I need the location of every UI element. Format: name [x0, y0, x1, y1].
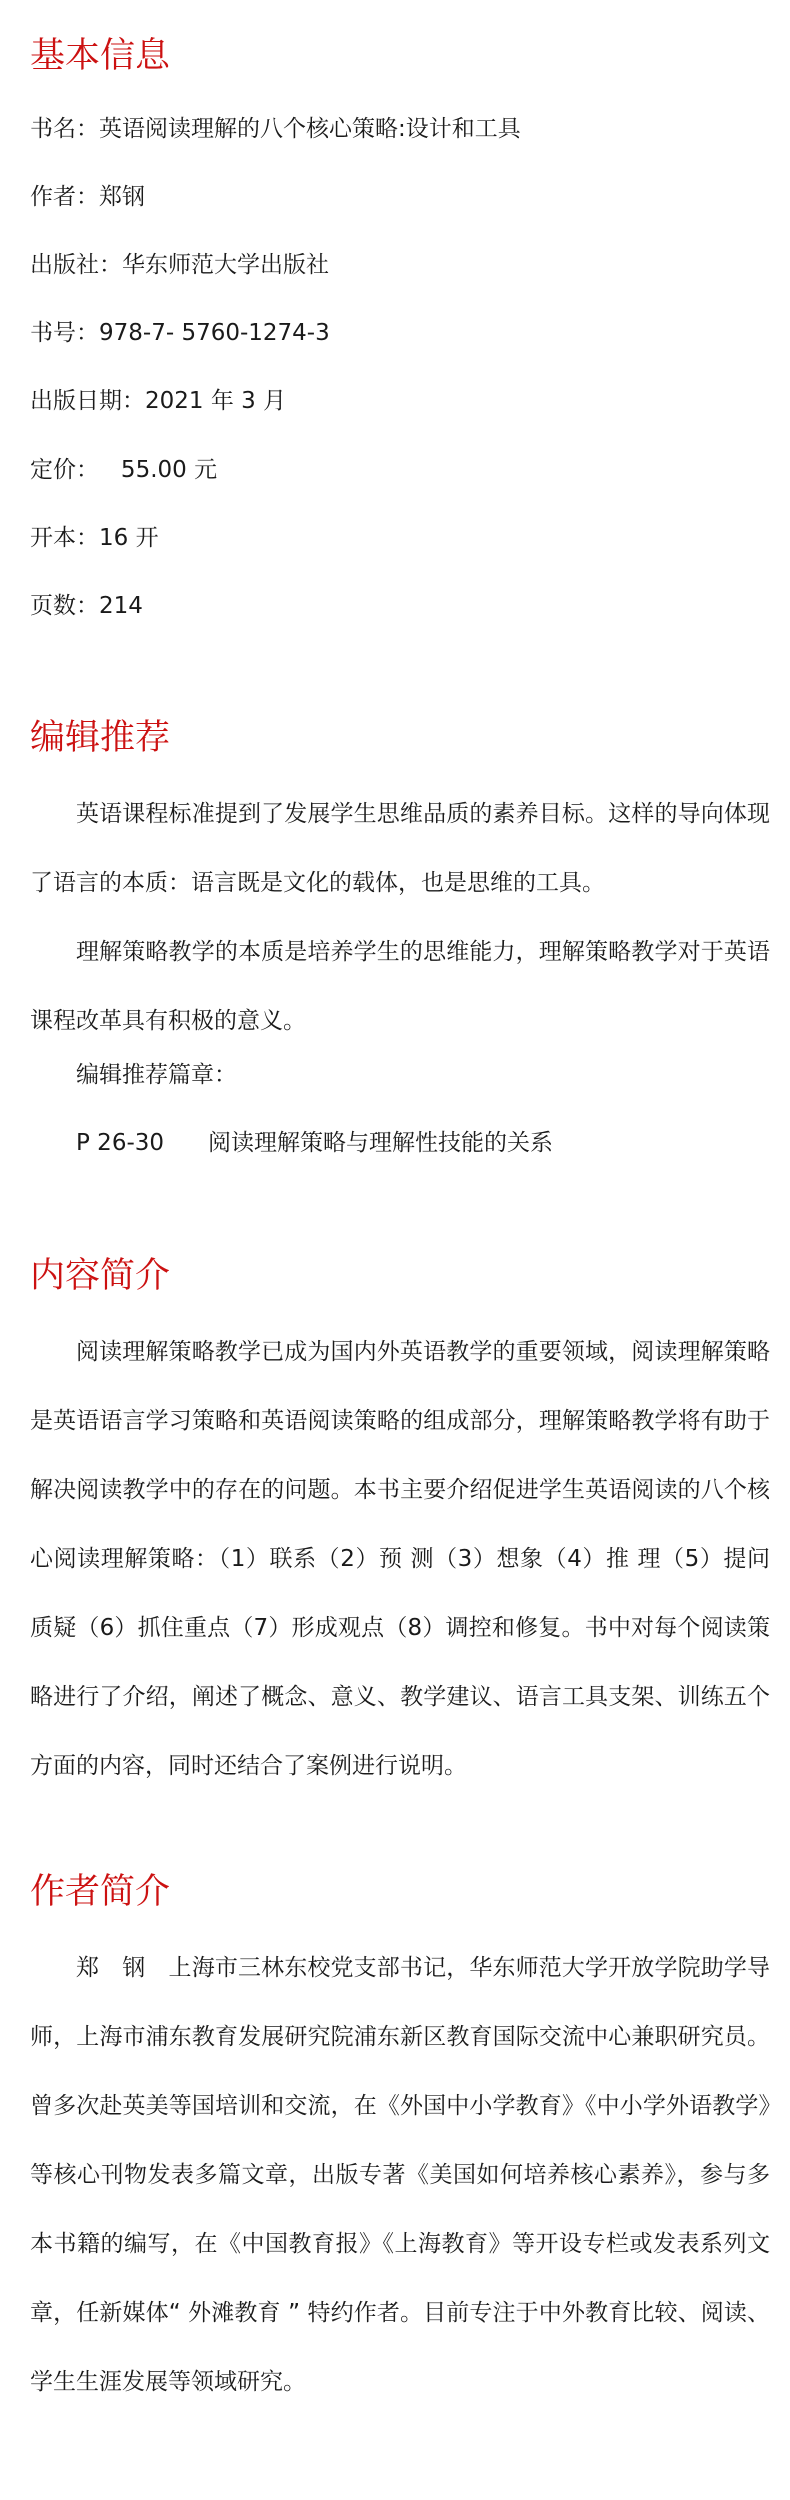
field-book-name: 书名：英语阅读理解的八个核心策略:设计和工具 — [30, 116, 521, 142]
content-title: 内容简介 — [30, 1256, 171, 1296]
recommend-chapters-label: 编辑推荐篇章： — [76, 1062, 237, 1088]
author-title: 作者简介 — [30, 1872, 171, 1912]
field-price: 定价： 55.00 元 — [30, 457, 218, 483]
field-author: 作者：郑钢 — [30, 184, 145, 210]
field-isbn: 书号：978-7- 5760-1274-3 — [30, 320, 330, 346]
recommend-chapter — [76, 1128, 553, 1158]
content-paragraph: 阅读理解策略教学已成为国内外英语教学的重要领域，阅读理解策略是英语语言学习策略和英语阅读策略的组成部分，理解策略教学将有助于解决阅读教学中的存在的问题。本书主要介绍促进学生英语阅读的八个核心阅读理解策略：（1）联系（2）预 测（3）想象（4）推 理（5）提问质疑（6）抓住重点（7）形成观点（8）调控和修复。书中对每个阅读策略进行了介绍，阐述了概念、意义、教学建议、语言工具支架、训练五个方面的内容，同时还结合了案例进行说明。 — [30, 1339, 770, 1779]
chapter-title: 阅读理解策略与理解性技能的关系 — [208, 1130, 553, 1156]
chapter-pages: P 26-30 — [76, 1130, 165, 1156]
recommend-paragraph: 英语课程标准提到了发展学生思维品质的素养目标。这样的导向体现了语言的本质：语言既是文化的载体，也是思维的工具。 — [30, 801, 770, 896]
recommend-paragraph: 理解策略教学的本质是培养学生的思维能力，理解策略教学对于英语课程改革具有积极的意义。 — [30, 939, 770, 1034]
field-pages: 页数：214 — [30, 593, 143, 619]
basic-info-title: 基本信息 — [30, 36, 171, 76]
field-publish-date: 出版日期：2021 年 3 月 — [30, 388, 287, 414]
field-publisher: 出版社：华东师范大学出版社 — [30, 252, 329, 278]
field-format: 开本：16 开 — [30, 525, 159, 551]
author-paragraph: 郑 钢 上海市三林东校党支部书记，华东师范大学开放学院助学导师，上海市浦东教育发展研究院浦东新区教育国际交流中心兼职研究员。曾多次赴英美等国培训和交流，在《外国中小学教育》《中小学外语教学》等核心刊物发表多篇文章，出版专著《美国如何培养核心素养》，参与多本书籍的编写，在《中国教育报》《上海教育》等开设专栏或发表系列文章，任新媒体“ 外滩教育 ” 特约作者。目前专注于中外教育比较、阅读、学生生涯发展等领域研究。 — [30, 1955, 770, 2395]
recommend-title: 编辑推荐 — [30, 718, 171, 758]
